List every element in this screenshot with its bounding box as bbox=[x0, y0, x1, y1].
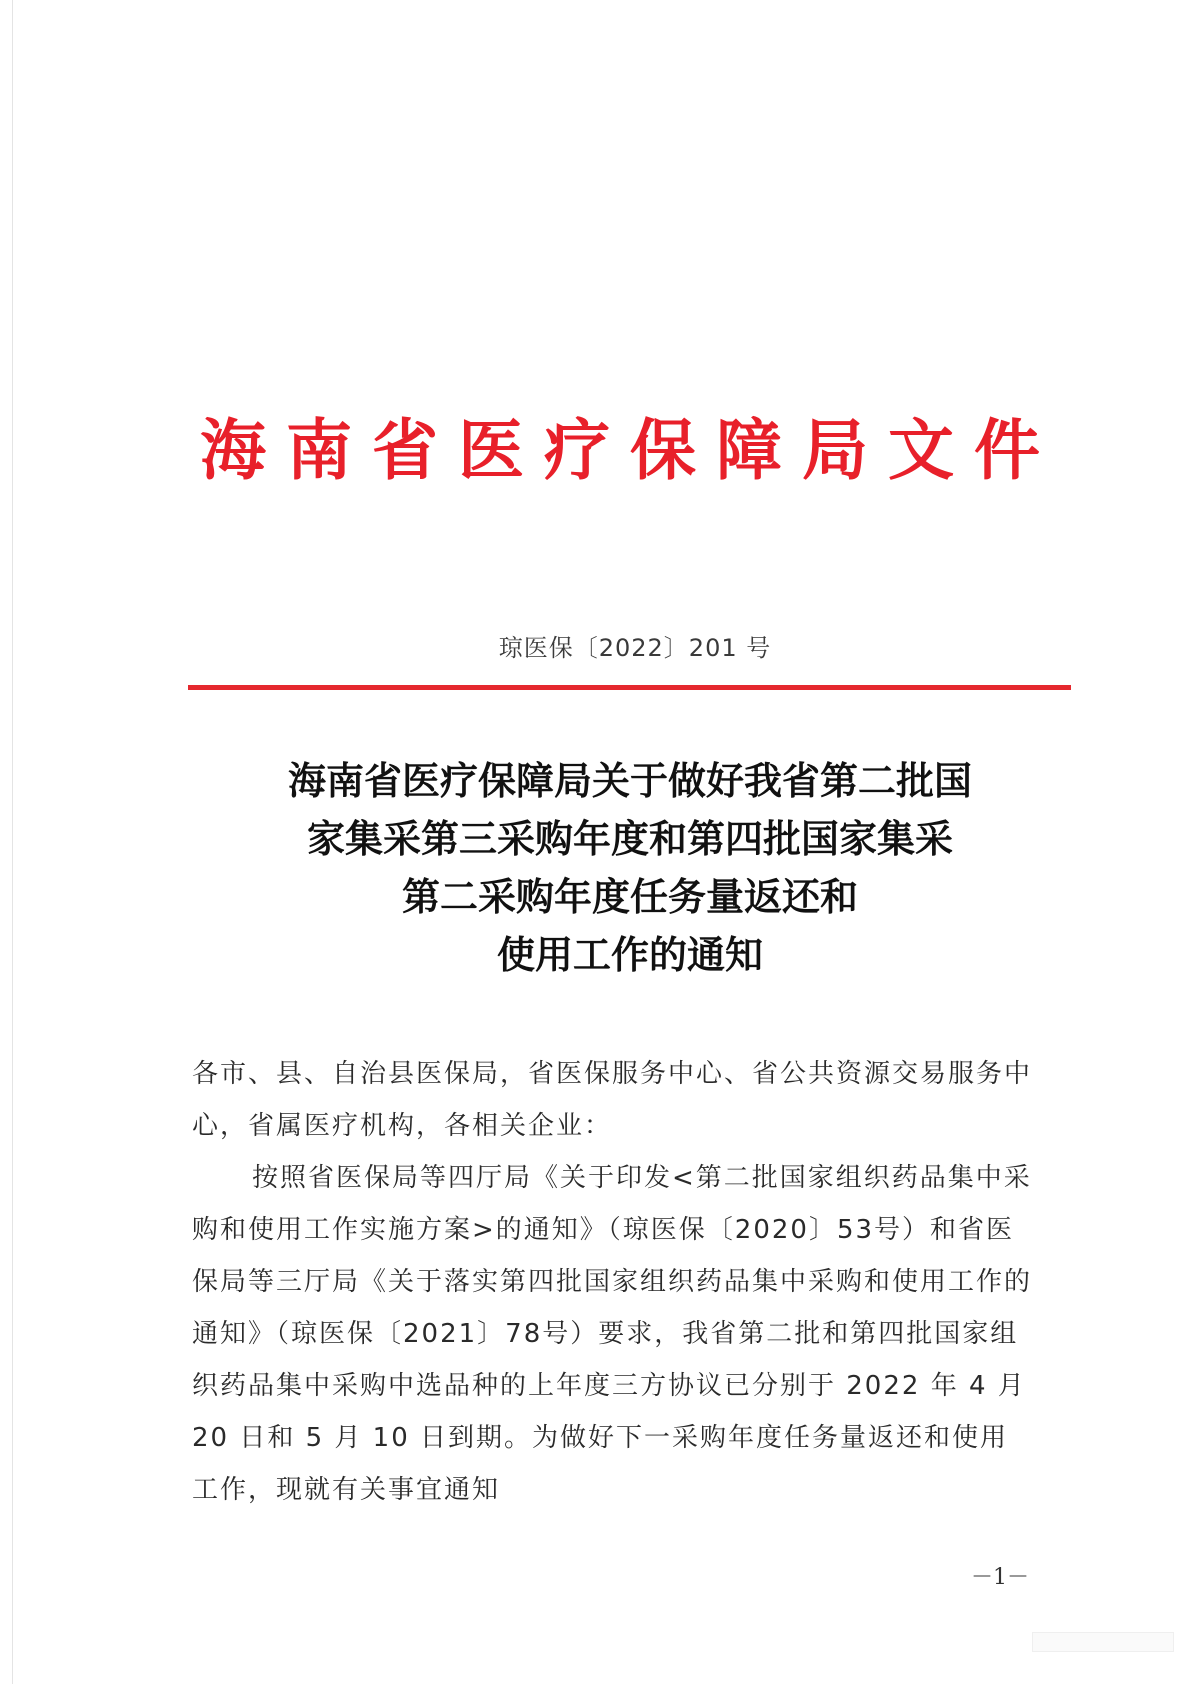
body-paragraph-1: 按照省医保局等四厅局《关于印发<第二批国家组织药品集中采购和使用工作实施方案>的通知》（琼医保〔2020〕53号）和省医保局等三厅局《关于落实第四批国家组织药品集中采购和使用工作的通知》（琼医保〔2021〕78号）要求，我省第二批和第四批国家组织药品集中采购中选品种的上年度三方协议已分别于 2022 年 4 月 20 日和 5 月 10 日到期。为做好下一采购年度任务量返还和使用工作，现就有关事宜通知 bbox=[192, 1163, 1033, 1505]
title-line-3: 第二采购年度任务量返还和 bbox=[401, 874, 858, 919]
title-line-1: 海南省医疗保障局关于做好我省第二批国 bbox=[287, 758, 972, 803]
title-line-4: 使用工作的通知 bbox=[496, 932, 763, 977]
document-title bbox=[190, 752, 1070, 984]
document-body bbox=[192, 1048, 1032, 1516]
title-line-2: 家集采第三采购年度和第四批国家集采 bbox=[306, 816, 953, 861]
red-divider-line bbox=[188, 685, 1071, 690]
document-masthead: 海南省医疗保障局文件 bbox=[200, 411, 1060, 489]
page-number: －1－ bbox=[971, 1565, 1029, 1590]
document-number: 琼医保〔2022〕201 号 bbox=[498, 634, 772, 662]
page-edge-line bbox=[12, 0, 13, 1684]
salutation: 各市、县、自治县医保局，省医保服务中心、省公共资源交易服务中心，省属医疗机构，各相关企业： bbox=[192, 1059, 1033, 1141]
watermark-stamp bbox=[1032, 1632, 1174, 1652]
